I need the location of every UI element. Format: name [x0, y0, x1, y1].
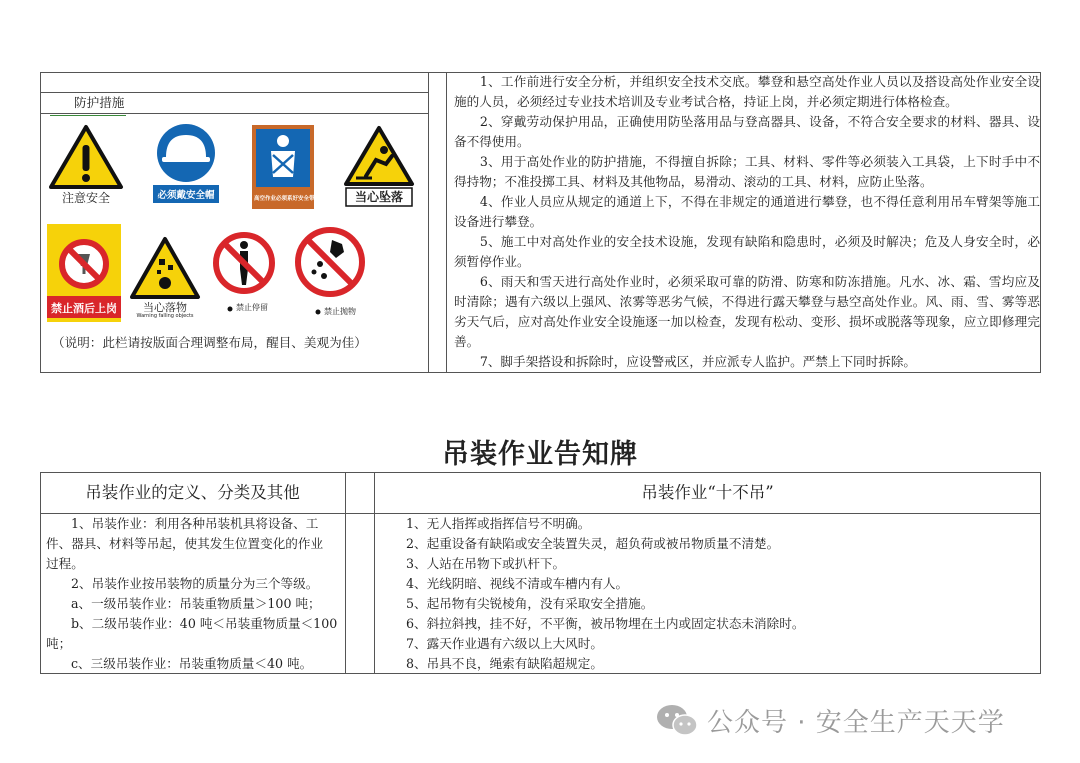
- definition-line: c、三级吊装作业：吊装重物质量＜40 吨。: [71, 656, 313, 671]
- watermark-text: 公众号 · 安全生产天天学: [707, 707, 1005, 738]
- rule-line: 4、光线阴暗、视线不清或车槽内有人。: [406, 576, 629, 591]
- page-title: 吊装作业告知牌: [442, 439, 638, 470]
- rule-paragraph: 5、施工中对高处作业的安全技术设施，发现有缺陷和隐患时，必须及时解决；危及人身安全时，必须暂停作业。: [454, 234, 1040, 269]
- watermark: [655, 700, 1005, 740]
- rule-paragraph: 6、雨天和雪天进行高处作业时，必须采取可靠的防滑、防寒和防冻措施。凡水、冰、霜、雪均应及时清除；遇有六级以上强风、浓雾等恶劣气候，不得进行露天攀登与悬空高处作业。风、雨、雪、雾等恶劣天气后，应对高处作业安全设施逐一加以检查，发现有松动、变形、损坏或脱落等现象，应立即修理完善。: [454, 274, 1040, 349]
- definition-line: 吨；: [46, 636, 72, 651]
- rule-line: 7、露天作业遇有六级以上大风时。: [406, 636, 603, 651]
- no-drinking-sign: 禁止酒后上岗: [47, 224, 121, 322]
- rule-line: 8、吊具不良，绳索有缺陷超规定。: [406, 656, 603, 671]
- rule-line: 1、无人指挥或指挥信号不明确。: [406, 516, 591, 531]
- definition-line: a、一级吊装作业：吊装重物质量＞100 吨；: [71, 596, 321, 611]
- wechat-icon: [655, 703, 699, 737]
- divider: [50, 115, 126, 116]
- no-throwing-sign: 禁止抛物: [290, 222, 370, 322]
- definition-line: 1、吊装作业：利用各种吊装机具将设备、工: [71, 516, 319, 531]
- rule-line: 3、人站在吊物下或扒杆下。: [406, 556, 566, 571]
- rule-paragraph: 3、用于高处作业的防护措施，不得擅自拆除；工具、材料、零件等必须装入工具袋，上下时手中不得持物；不准投掷工具、材料及其他物品，易滑动、滚动的工具、材料，应防止坠落。: [454, 154, 1040, 189]
- rule-line: 6、斜拉斜拽，挂不好，不平衡，被吊物埋在土内或固定状态未消除时。: [406, 616, 805, 631]
- definition-header: 吊装作业的定义、分类及其他: [85, 483, 300, 502]
- protection-rules: [454, 72, 1040, 372]
- rule-paragraph: 2、穿戴劳动保护用品，正确使用防坠落用品与登高器具、设备，不符合安全要求的材料、器具、设备不得使用。: [454, 114, 1040, 149]
- definition-line: b、二级吊装作业：40 吨＜吊装重物质量＜100: [71, 616, 338, 631]
- rule-paragraph: 7、脚手架搭设和拆除时，应设警戒区，并应派专人监护。严禁上下同时拆除。: [479, 354, 917, 369]
- definition-line: 件、器具、材料等吊起，使其发生位置变化的作业: [46, 536, 324, 551]
- rule-line: 5、起吊物有尖锐棱角，没有采取安全措施。: [406, 596, 654, 611]
- divider: [345, 472, 346, 674]
- divider: [428, 72, 429, 373]
- layout-note: （说明：此栏请按版面合理调整布局，醒目、美观为佳）: [52, 335, 367, 350]
- definition-line: 2、吊装作业按吊装物的质量分为三个等级。: [71, 576, 319, 591]
- rule-paragraph: 1、工作前进行安全分析，并组织安全技术交底。攀登和悬空高处作业人员以及搭设高处作业安全设施的人员，必须经过专业技术培训及专业考试合格，持证上岗，并必须定期进行体格检查。: [454, 74, 1040, 109]
- falling-objects-sign: 当心落物 Warning falling objects: [128, 235, 202, 323]
- definition-line: 过程。: [46, 556, 84, 571]
- no-stopping-sign: 禁止停留: [210, 227, 278, 319]
- fall-warning-sign: 当心坠落: [342, 124, 416, 208]
- caution-sign: 注意安全: [47, 121, 125, 207]
- rule-paragraph: 4、作业人员应从规定的通道上下，不得在非规定的通道进行攀登，也不得任意利用吊车臂架等施工设备进行攀登。: [454, 194, 1040, 229]
- protection-header: 防护措施: [74, 95, 125, 110]
- hard-hat-sign: 必须戴安全帽: [150, 121, 222, 207]
- divider: [40, 113, 429, 114]
- divider: [446, 72, 447, 373]
- ten-rules-header: 吊装作业“十不吊”: [641, 483, 774, 502]
- rule-line: 2、起重设备有缺陷或安全装置失灵，超负荷或被吊物质量不清楚。: [406, 536, 780, 551]
- safety-belt-sign: 高空作业必须系好安全带: [252, 125, 314, 209]
